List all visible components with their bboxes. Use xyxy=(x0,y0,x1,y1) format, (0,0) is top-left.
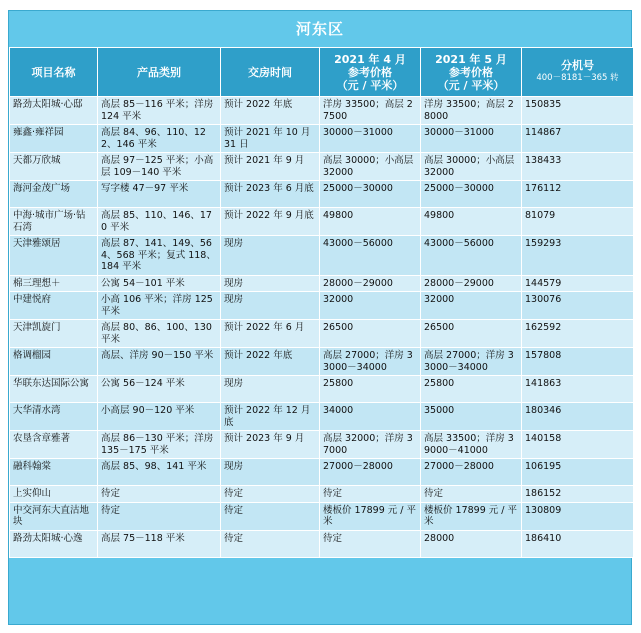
cell-project-name: 上实仰山 xyxy=(10,486,98,503)
cell-project-name: 天津雅颂居 xyxy=(10,236,98,276)
cell-extension: 162592 xyxy=(522,320,634,348)
header-extension-sub: 400－8181－365 转 xyxy=(536,73,619,83)
table-row xyxy=(10,320,634,348)
cell-april-price: 25800 xyxy=(320,376,421,403)
header-may-price-text: 2021 年 5 月 参考价格 （元 / 平米） xyxy=(435,52,507,92)
cell-april-price: 高层 30000；小高层 32000 xyxy=(320,153,421,181)
table-row xyxy=(10,459,634,486)
cell-delivery-time: 预计 2023 年 9 月 xyxy=(221,431,320,459)
cell-product-type: 高层 86－130 平米；洋房 135－175 平米 xyxy=(98,431,221,459)
cell-may-price: 26500 xyxy=(421,320,522,348)
price-table xyxy=(9,47,634,558)
cell-product-type: 公寓 54－101 平米 xyxy=(98,275,221,292)
cell-product-type: 写字楼 47－97 平米 xyxy=(98,181,221,208)
cell-extension: 140158 xyxy=(522,431,634,459)
cell-may-price: 25800 xyxy=(421,376,522,403)
cell-project-name: 路劲太阳城·心邸 xyxy=(10,97,98,125)
table-body xyxy=(10,97,634,558)
cell-april-price: 待定 xyxy=(320,486,421,503)
cell-april-price: 高层 27000；洋房 33000－34000 xyxy=(320,348,421,376)
cell-extension: 138433 xyxy=(522,153,634,181)
cell-delivery-time: 预计 2022 年 12 月底 xyxy=(221,403,320,431)
header-row xyxy=(10,48,634,97)
table-row xyxy=(10,181,634,208)
cell-project-name: 天都万欣城 xyxy=(10,153,98,181)
cell-april-price: 楼板价 17899 元 / 平米 xyxy=(320,502,421,530)
cell-may-price: 洋房 33500；高层 28000 xyxy=(421,97,522,125)
table-row xyxy=(10,275,634,292)
table-row xyxy=(10,431,634,459)
cell-delivery-time: 预计 2021 年 9 月 xyxy=(221,153,320,181)
cell-project-name: 天津凯旋门 xyxy=(10,320,98,348)
cell-product-type: 小高层 90－120 平米 xyxy=(98,403,221,431)
cell-delivery-time: 预计 2022 年 6 月 xyxy=(221,320,320,348)
cell-project-name: 融科翰棠 xyxy=(10,459,98,486)
cell-extension: 106195 xyxy=(522,459,634,486)
cell-april-price: 27000－28000 xyxy=(320,459,421,486)
cell-delivery-time: 现房 xyxy=(221,459,320,486)
table-row xyxy=(10,292,634,320)
cell-product-type: 高层 87、141、149、564、568 平米；复式 118、184 平米 xyxy=(98,236,221,276)
cell-delivery-time: 现房 xyxy=(221,376,320,403)
table-title: 河东区 xyxy=(295,20,344,38)
cell-may-price: 49800 xyxy=(421,208,522,236)
cell-april-price: 43000－56000 xyxy=(320,236,421,276)
cell-extension: 114867 xyxy=(522,125,634,153)
cell-april-price: 34000 xyxy=(320,403,421,431)
cell-extension: 130809 xyxy=(522,502,634,530)
cell-extension: 141863 xyxy=(522,376,634,403)
cell-product-type: 高层 80、86、100、130 平米 xyxy=(98,320,221,348)
cell-april-price: 28000－29000 xyxy=(320,275,421,292)
cell-extension: 81079 xyxy=(522,208,634,236)
cell-delivery-time: 预计 2022 年底 xyxy=(221,97,320,125)
cell-extension: 144579 xyxy=(522,275,634,292)
cell-product-type: 高层 97－125 平米；小高层 109－140 平米 xyxy=(98,153,221,181)
cell-product-type: 待定 xyxy=(98,502,221,530)
cell-project-name: 中建悦府 xyxy=(10,292,98,320)
cell-delivery-time: 待定 xyxy=(221,502,320,530)
cell-delivery-time: 现房 xyxy=(221,275,320,292)
cell-project-name: 雍鑫·雍祥园 xyxy=(10,125,98,153)
cell-delivery-time: 预计 2021 年 10 月 31 日 xyxy=(221,125,320,153)
cell-product-type: 高层 75－118 平米 xyxy=(98,530,221,557)
cell-project-name: 海河金茂广场 xyxy=(10,181,98,208)
cell-may-price: 30000－31000 xyxy=(421,125,522,153)
cell-extension: 186152 xyxy=(522,486,634,503)
header-product-type: 产品类别 xyxy=(98,48,221,97)
cell-project-name: 中交河东大直沽地块 xyxy=(10,502,98,530)
cell-delivery-time: 现房 xyxy=(221,292,320,320)
cell-delivery-time: 预计 2022 年 9 月底 xyxy=(221,208,320,236)
cell-extension: 180346 xyxy=(522,403,634,431)
table-row xyxy=(10,236,634,276)
cell-april-price: 洋房 33500；高层 27500 xyxy=(320,97,421,125)
cell-may-price: 35000 xyxy=(421,403,522,431)
table-row xyxy=(10,153,634,181)
cell-may-price: 27000－28000 xyxy=(421,459,522,486)
table-row xyxy=(10,486,634,503)
cell-extension: 157808 xyxy=(522,348,634,376)
cell-product-type: 高层 85、98、141 平米 xyxy=(98,459,221,486)
table-row xyxy=(10,403,634,431)
cell-product-type: 待定 xyxy=(98,486,221,503)
cell-delivery-time: 现房 xyxy=(221,236,320,276)
cell-april-price: 32000 xyxy=(320,292,421,320)
cell-delivery-time: 预计 2022 年底 xyxy=(221,348,320,376)
cell-april-price: 26500 xyxy=(320,320,421,348)
table-row xyxy=(10,348,634,376)
cell-extension: 150835 xyxy=(522,97,634,125)
cell-product-type: 公寓 56－124 平米 xyxy=(98,376,221,403)
cell-may-price: 28000－29000 xyxy=(421,275,522,292)
header-extension-label: 分机号 xyxy=(561,59,594,72)
cell-product-type: 高层 85－116 平米；洋房 124 平米 xyxy=(98,97,221,125)
cell-april-price: 待定 xyxy=(320,530,421,557)
cell-product-type: 高层 84、96、110、122、146 平米 xyxy=(98,125,221,153)
cell-delivery-time: 待定 xyxy=(221,530,320,557)
cell-project-name: 棉三理想＋ xyxy=(10,275,98,292)
cell-extension: 130076 xyxy=(522,292,634,320)
table-row xyxy=(10,530,634,557)
cell-may-price: 32000 xyxy=(421,292,522,320)
header-april-price xyxy=(320,48,421,97)
cell-extension: 159293 xyxy=(522,236,634,276)
cell-product-type: 小高 106 平米；洋房 125 平米 xyxy=(98,292,221,320)
cell-delivery-time: 待定 xyxy=(221,486,320,503)
cell-may-price: 待定 xyxy=(421,486,522,503)
table-row xyxy=(10,376,634,403)
header-project-name: 项目名称 xyxy=(10,48,98,97)
header-may-price xyxy=(421,48,522,97)
cell-extension: 176112 xyxy=(522,181,634,208)
header-delivery-time: 交房时间 xyxy=(221,48,320,97)
table-row xyxy=(10,502,634,530)
cell-project-name: 华联东达国际公寓 xyxy=(10,376,98,403)
cell-april-price: 25000－30000 xyxy=(320,181,421,208)
cell-may-price: 高层 33500；洋房 39000－41000 xyxy=(421,431,522,459)
cell-may-price: 43000－56000 xyxy=(421,236,522,276)
cell-may-price: 楼板价 17899 元 / 平米 xyxy=(421,502,522,530)
cell-delivery-time: 预计 2023 年 6 月底 xyxy=(221,181,320,208)
cell-extension: 186410 xyxy=(522,530,634,557)
cell-may-price: 高层 27000；洋房 33000－34000 xyxy=(421,348,522,376)
header-extension xyxy=(522,48,634,97)
cell-april-price: 30000－31000 xyxy=(320,125,421,153)
cell-may-price: 25000－30000 xyxy=(421,181,522,208)
cell-april-price: 高层 32000；洋房 37000 xyxy=(320,431,421,459)
table-row xyxy=(10,125,634,153)
cell-product-type: 高层、洋房 90－150 平米 xyxy=(98,348,221,376)
cell-project-name: 格调榴园 xyxy=(10,348,98,376)
header-april-price-text: 2021 年 4 月 参考价格 （元 / 平米） xyxy=(334,52,406,92)
table-row xyxy=(10,97,634,125)
cell-product-type: 高层 85、110、146、170 平米 xyxy=(98,208,221,236)
cell-project-name: 路劲太阳城·心逸 xyxy=(10,530,98,557)
cell-project-name: 中海·城市广场·钻石湾 xyxy=(10,208,98,236)
cell-may-price: 高层 30000；小高层 32000 xyxy=(421,153,522,181)
cell-may-price: 28000 xyxy=(421,530,522,557)
cell-april-price: 49800 xyxy=(320,208,421,236)
table-row xyxy=(10,208,634,236)
cell-project-name: 农垦含章雅著 xyxy=(10,431,98,459)
cell-project-name: 大华清水湾 xyxy=(10,403,98,431)
price-table-panel xyxy=(8,10,632,625)
